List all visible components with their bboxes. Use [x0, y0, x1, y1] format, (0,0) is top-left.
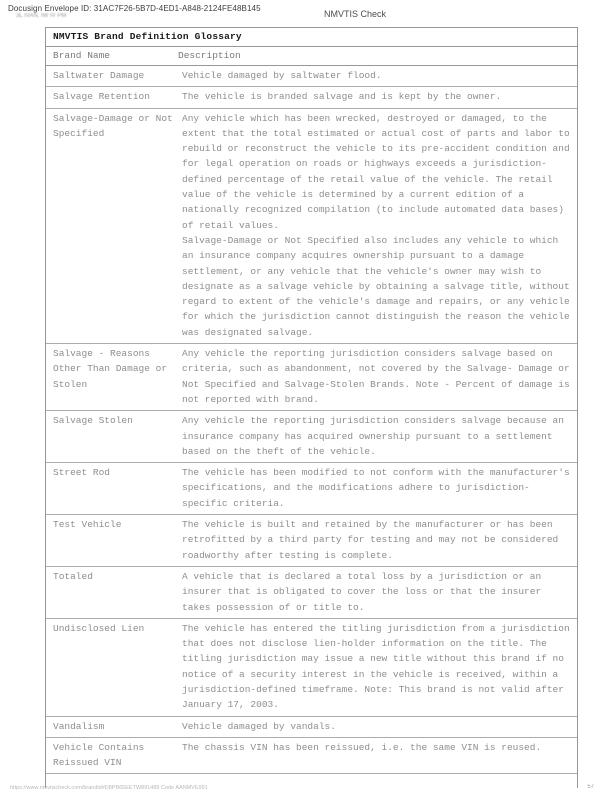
footer-url: https://www.nmvtischeck.com/brandid#D8PB65EETW891489 Code AANMVE991	[10, 785, 208, 791]
brand-name-cell: Test Vehicle	[53, 519, 122, 531]
table-row	[46, 738, 577, 775]
description-cell: The vehicle has entered the titling jurisdiction from a jurisdiction that does not disclose lien-holder information on the title. The titling jurisdiction may issue a new title without this brand if no notice of a security interest in the vehicle is received, within a jurisdiction-defined timeframe. Note: This brand is not valid after January 17, 2003.	[182, 622, 570, 711]
docusign-subline-illegible: 3L IVAN, IW IV PM	[16, 13, 67, 19]
brand-name-cell: Salvage Stolen	[53, 415, 133, 427]
table-title: NMVTIS Brand Definition Glossary	[46, 28, 577, 47]
brand-name-cell: Street Rod	[53, 467, 111, 479]
description-cell: Vehicle damaged by saltwater flood.	[182, 70, 382, 81]
table-row	[46, 411, 577, 463]
brand-name-cell: Salvage Retention	[53, 91, 150, 103]
description-cell: Any vehicle the reporting jurisdiction considers salvage based on criteria, such as abandonment, not covered by the Salvage- Damage or Not Specified and Salvage-Stolen Brands. Note - Percent of damage is not reported with brand.	[182, 348, 570, 405]
brand-name-cell: Salvage-Damage or Not Specified	[53, 112, 173, 139]
description-cell: Vehicle damaged by vandals.	[182, 720, 336, 732]
brand-name-cell: Undisclosed Lien	[53, 622, 145, 634]
table-header-row	[46, 47, 577, 66]
docusign-envelope-id: Docusign Envelope ID: 31AC7F26-5B7D-4ED1-A848-2124FE48B145	[8, 4, 261, 13]
table-body	[46, 66, 577, 774]
column-header-description: Description	[178, 50, 241, 61]
table-row	[46, 87, 577, 108]
table-row	[46, 344, 577, 411]
table-row	[46, 619, 577, 717]
table-row	[46, 463, 577, 515]
table-row	[46, 717, 577, 738]
brand-name-cell: Totaled	[53, 570, 93, 582]
brand-name-cell: Salvage - Reasons Other Than Damage or Stolen	[53, 348, 168, 390]
footer-page-number: 57	[587, 784, 594, 790]
description-cell: Any vehicle which has been wrecked, destroyed or damaged, to the extent that the total estimated or actual cost of parts and labor to rebuild or reconstruct the vehicle to its pre-accident condition and for legal operation on roads or highways exceeds a jurisdiction-defined percentage of the retail value of the vehicle. The retail value of the vehicle is determined by a current edition of a nationally recognized compilation (to include automated data bases) of retail values. Salvage-Damage or Not Specified also includes any vehicle to which an insurance company acquires ownership pursuant to a damage settlement, or any vehicle that the vehicle's owner may wish to designate as a salvage vehicle by obtaining a salvage title, without regard to extent of the vehicle's damage and repairs, or any vehicle for which the jurisdiction cannot distinguish the reason the vehicle was designated salvage.	[182, 112, 570, 338]
brand-name-cell: Vehicle Contains Reissued VIN	[53, 741, 145, 769]
description-cell: The chassis VIN has been reissued, i.e. the same VIN is reused.	[182, 741, 542, 753]
brand-name-cell: Vandalism	[53, 720, 105, 732]
brand-name-cell: Saltwater Damage	[53, 70, 145, 81]
description-cell: A vehicle that is declared a total loss by a jurisdiction or an insurer that is obligated to cover the loss or that the insurer takes possession of or title to.	[182, 570, 542, 613]
table-row	[46, 515, 577, 567]
column-header-brand-name: Brand Name	[53, 50, 111, 61]
glossary-table	[45, 27, 578, 788]
page-header-title: NMVTIS Check	[324, 9, 387, 19]
table-row	[46, 66, 577, 87]
description-cell: The vehicle is built and retained by the manufacturer or has been retrofitted by a third party for testing and may not be considered roadworthy after testing is complete.	[182, 519, 559, 561]
description-cell: Any vehicle the reporting jurisdiction considers salvage because an insurance company has acquired ownership pursuant to a settlement based on the theft of the vehicle.	[182, 415, 564, 457]
description-cell: The vehicle has been modified to not conform with the manufacturer's specifications, and the modifications adhere to jurisdiction-specific criteria.	[182, 467, 570, 509]
description-cell: The vehicle is branded salvage and is kept by the owner.	[182, 91, 502, 103]
table-row	[46, 567, 577, 619]
table-row	[46, 109, 577, 344]
